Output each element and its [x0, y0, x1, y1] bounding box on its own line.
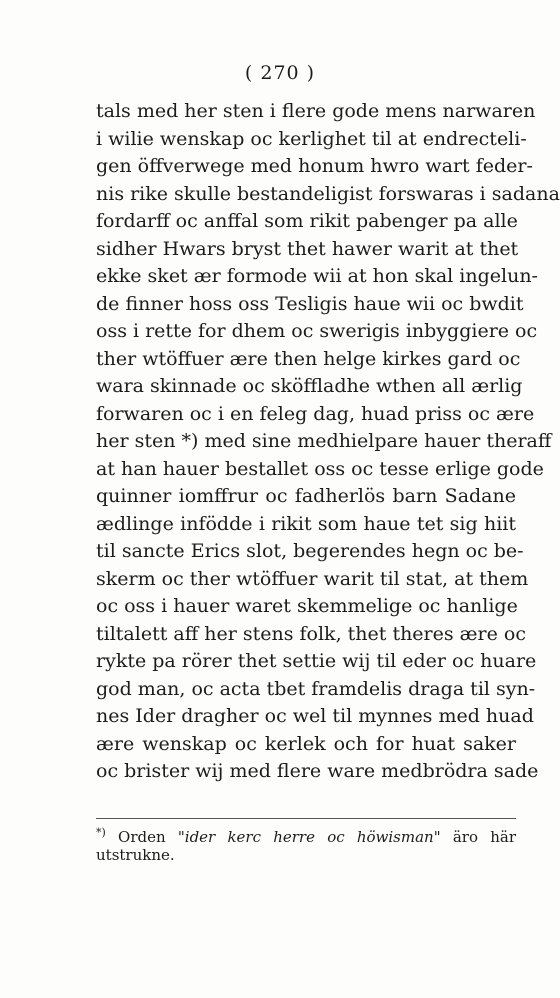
- text-line: ekke sket ær formode wii at hon skal ingelun-: [96, 265, 538, 287]
- text-line: wara skinnade oc sköffladhe wthen all ærlig: [96, 375, 523, 397]
- text-line: ædlinge infödde i rikit som haue tet sig hiit: [96, 512, 516, 535]
- text-line: tiltalett aff her stens folk, thet theres ære oc: [96, 622, 526, 645]
- text-line: fordarff oc anffal som rikit pabenger pa alle: [96, 210, 518, 232]
- text-line: gen öffverwege med honum hwro wart feder-: [96, 155, 533, 177]
- footnote-line: [96, 822, 516, 844]
- page-number: ( 270 ): [244, 62, 316, 84]
- text-line: nes Ider dragher oc wel til mynnes med huad: [96, 705, 534, 727]
- text-line: i wilie wenskap oc kerlighet til at endrecteli-: [96, 127, 527, 150]
- footnote-lead: Orden: [118, 828, 166, 846]
- text-line: quinner iomffrur oc fadherlös barn Sadane: [96, 485, 516, 507]
- text-line: nis rike skulle bestandeligist forswaras i sadana: [96, 182, 560, 205]
- text-line: oc brister wij med flere ware medbrödra sade: [96, 760, 539, 782]
- text-line: rykte pa rörer thet settie wij til eder oc huare: [96, 650, 537, 672]
- text-line: oc oss i hauer waret skemmelige oc hanlige: [96, 595, 518, 617]
- footnote-line-2: utstrukne.: [96, 846, 175, 864]
- footnote: [96, 822, 516, 866]
- text-line: sidher Hwars bryst thet hawer warit at thet: [96, 237, 519, 260]
- text-line: god man, oc acta tbet framdelis draga til syn-: [96, 677, 536, 700]
- text-line: til sancte Erics slot, begerendes hegn oc be-: [96, 540, 524, 562]
- text-line: forwaren oc i en feleg dag, huad priss oc ære: [96, 402, 535, 425]
- footnote-mark: *): [96, 826, 106, 839]
- text-line: de finner hoss oss Tesligis haue wii oc bwdit: [96, 292, 524, 315]
- text-line: ære wenskap oc kerlek och for huat saker: [96, 732, 516, 755]
- footnote-tail: äro här: [452, 828, 516, 846]
- main-text-block: [96, 98, 560, 786]
- text-line: at han hauer bestallet oss oc tesse erlige gode: [96, 457, 544, 480]
- text-line: oss i rette for dhem oc swerigis inbyggiere oc: [96, 320, 538, 342]
- text-line: skerm oc ther wtöffuer warit til stat, at them: [96, 567, 529, 590]
- text-line: ther wtöffuer ære then helge kirkes gard oc: [96, 347, 521, 370]
- footnote-divider: [96, 818, 516, 819]
- text-line: her sten *) med sine medhielpare hauer theraff: [96, 430, 552, 452]
- footnote-quote: "ider kerc herre oc höwisman": [177, 828, 441, 846]
- text-line: tals med her sten i flere gode mens narwaren: [96, 100, 536, 122]
